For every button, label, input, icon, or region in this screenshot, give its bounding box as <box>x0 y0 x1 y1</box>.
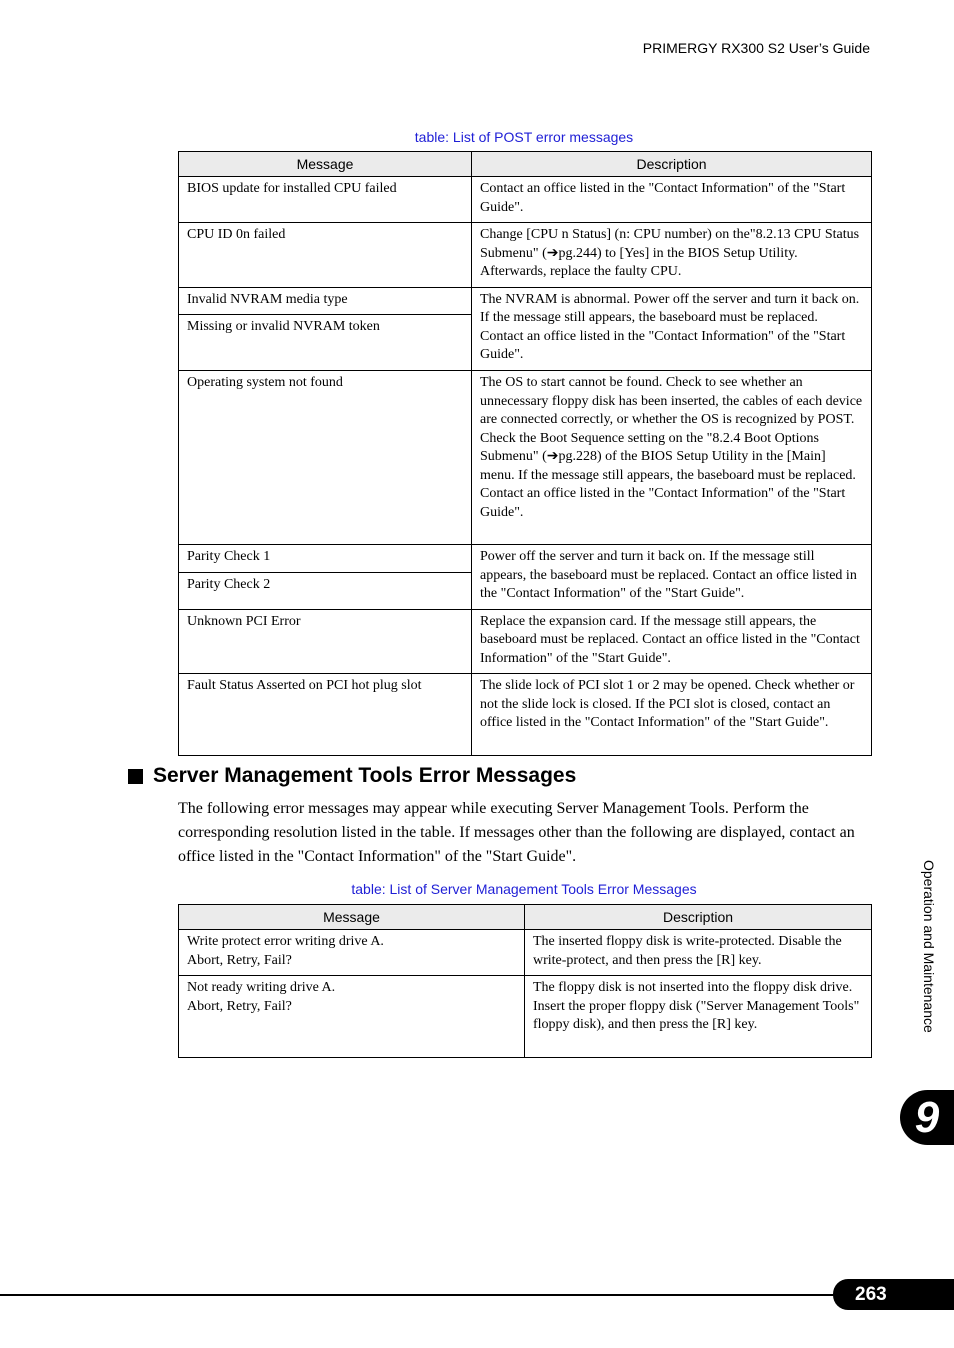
message-line: Abort, Retry, Fail? <box>187 998 292 1014</box>
page-number: 263 <box>833 1279 954 1310</box>
section-bullet-icon <box>128 769 143 784</box>
column-header-message: Message <box>179 152 472 177</box>
description-cell <box>472 371 872 545</box>
chapter-side-label: Operation and Maintenance <box>921 860 937 1033</box>
table-row <box>179 287 872 315</box>
message-cell: CPU ID 0n failed <box>179 223 472 288</box>
table-row <box>179 545 872 573</box>
message-cell: Parity Check 1 <box>179 545 472 573</box>
message-line: Write protect error writing drive A. <box>187 934 384 949</box>
message-cell: Fault Status Asserted on PCI hot plug slot <box>179 674 472 756</box>
footer-rule <box>0 1294 840 1296</box>
table-row <box>179 223 872 288</box>
section-heading <box>128 764 576 788</box>
description-cell: The NVRAM is abnormal. Power off the server and turn it back on. If the message still appears, the baseboard must be replaced. Contact an office listed in the "Contact Information" of the "Start Guide". <box>472 287 872 371</box>
table-row <box>179 674 872 756</box>
description-cell: Contact an office listed in the "Contact Information" of the "Start Guide". <box>472 177 872 223</box>
message-line: Abort, Retry, Fail? <box>187 952 292 968</box>
table-row <box>179 371 872 545</box>
message-cell <box>179 930 525 976</box>
section-intro: The following error messages may appear while executing Server Management Tools. Perform the corresponding resolution listed in the table. If messages other than the following are displayed, contact an office listed in the "Contact Information" of the "Start Guide". <box>178 800 855 865</box>
description-paragraph: The OS to start cannot be found. Check to see whether an unnecessary floppy disk has been inserted, the cables of each device are connected correctly, or whether the OS is recognized by POST. <box>480 375 863 427</box>
post-error-table <box>178 151 872 756</box>
chapter-number-tab: 9 <box>900 1090 954 1145</box>
smt-table-caption: table: List of Server Management Tools Error Messages <box>351 881 697 897</box>
column-header-message: Message <box>179 905 525 930</box>
message-cell: Invalid NVRAM media type <box>179 287 472 315</box>
message-cell: BIOS update for installed CPU failed <box>179 177 472 223</box>
table-row <box>179 609 872 674</box>
description-cell: The inserted floppy disk is write-protected. Disable the write-protect, and then press the [R] key. <box>525 930 872 976</box>
description-cell: Change [CPU n Status] (n: CPU number) on the"8.2.13 CPU Status Submenu" (➔pg.244) to [Yes] in the BIOS Setup Utility. Afterwards, replace the faulty CPU. <box>472 223 872 288</box>
description-cell: The floppy disk is not inserted into the floppy disk drive. Insert the proper floppy disk ("Server Management Tools" floppy disk), and then press the [R] key. <box>525 976 872 1058</box>
description-cell: The slide lock of PCI slot 1 or 2 may be opened. Check whether or not the slide lock is closed. If the PCI slot is closed, contact an office listed in the "Contact Information" of the "Start Guide". <box>472 674 872 756</box>
table-row <box>179 976 872 1058</box>
message-cell: Parity Check 2 <box>179 572 472 609</box>
description-cell: Power off the server and turn it back on. If the message still appears, the baseboard must be replaced. Contact an office listed in the "Contact Information" of the "Start Guide". <box>472 545 872 610</box>
description-paragraph: Check the Boot Sequence setting on the "8.2.4 Boot Options Submenu" (➔pg.228) of the BIOS Setup Utility in the [Main] menu. If the message still appears, the baseboard must be replaced. Contact an office listed in the "Contact Information" of the "Start Guide". <box>480 430 856 520</box>
message-cell: Missing or invalid NVRAM token <box>179 315 472 371</box>
smt-error-table <box>178 904 872 1058</box>
section-title: Server Management Tools Error Messages <box>153 764 577 787</box>
guide-title: PRIMERGY RX300 S2 User’s Guide <box>642 40 870 56</box>
post-table-caption: table: List of POST error messages <box>414 129 634 145</box>
column-header-description: Description <box>472 152 872 177</box>
table-row <box>179 930 872 976</box>
column-header-description: Description <box>525 905 872 930</box>
message-cell: Unknown PCI Error <box>179 609 472 674</box>
description-cell: Replace the expansion card. If the message still appears, the baseboard must be replaced. Contact an office listed in the "Contact Information" of the "Start Guide". <box>472 609 872 674</box>
message-cell: Operating system not found <box>179 371 472 545</box>
message-cell <box>179 976 525 1058</box>
message-line: Not ready writing drive A. <box>187 980 336 995</box>
table-row <box>179 177 872 223</box>
